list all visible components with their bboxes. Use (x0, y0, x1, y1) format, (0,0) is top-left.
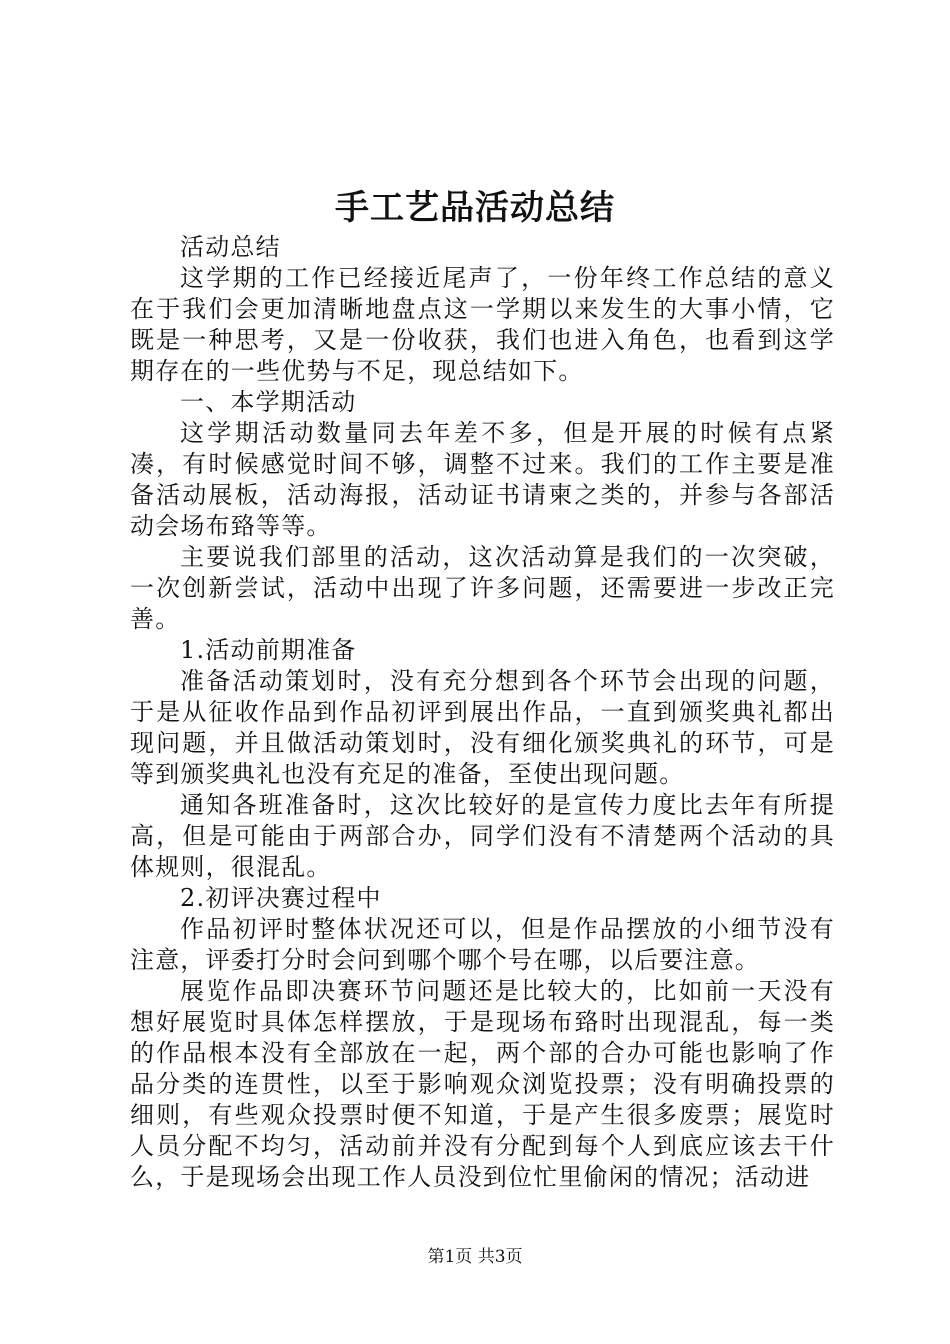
paragraph-activity-overview: 这学期活动数量同去年差不多，但是开展的时候有点紧凑，有时候感觉时间不够，调整不过来。我们的工作主要是准备活动展板，活动海报，活动证书请柬之类的，并参与各部活动会场布臵等等。 (130, 419, 835, 540)
heading-preparation: 1.活动前期准备 (180, 636, 357, 664)
paragraph-section-label: 活动总结 (180, 233, 281, 261)
heading-review-final: 2.初评决赛过程中 (180, 884, 382, 912)
paragraph-department-activity: 主要说我们部里的活动，这次活动算是我们的一次突破，一次创新尝试，活动中出现了许多问题，还需要进一步改正完善。 (130, 543, 835, 633)
document-title: 手工艺品活动总结 (335, 188, 615, 228)
heading-semester-activities: 一、本学期活动 (180, 388, 357, 416)
paragraph-initial-review: 作品初评时整体状况还可以，但是作品摆放的小细节没有注意，评委打分时会问到哪个哪个号在哪，以后要注意。 (130, 915, 835, 974)
paragraph-notification: 通知各班准备时，这次比较好的是宣传力度比去年有所提高，但是可能由于两部合办，同学们没有不清楚两个活动的具体规则，很混乱。 (130, 791, 835, 881)
page-footer: 第1页 共3页 (427, 1247, 523, 1267)
document-body (130, 232, 835, 1193)
paragraph-exhibition: 展览作品即决赛环节问题还是比较大的，比如前一天没有想好展览时具体怎样摆放，于是现场布臵时出现混乱，每一类的作品根本没有全部放在一起，两个部的合办可能也影响了作品分类的连贯性，以至于影响观众浏览投票；没有明确投票的细则，有些观众投票时便不知道，于是产生很多废票；展览时人员分配不均匀，活动前并没有分配到每个人到底应该去干什么，于是现场会出现工作人员没到位忙里偷闲的情况；活动进 (130, 977, 835, 1191)
paragraph-planning: 准备活动策划时，没有充分想到各个环节会出现的问题，于是从征收作品到作品初评到展出作品，一直到颁奖典礼都出现问题，并且做活动策划时，没有细化颁奖典礼的环节，可是等到颁奖典礼也没有充足的准备，至使出现问题。 (130, 667, 835, 788)
paragraph-intro: 这学期的工作已经接近尾声了，一份年终工作总结的意义在于我们会更加清晰地盘点这一学期以来发生的大事小情，它既是一种思考，又是一份收获，我们也进入角色，也看到这学期存在的一些优势与不足，现总结如下。 (130, 264, 835, 385)
